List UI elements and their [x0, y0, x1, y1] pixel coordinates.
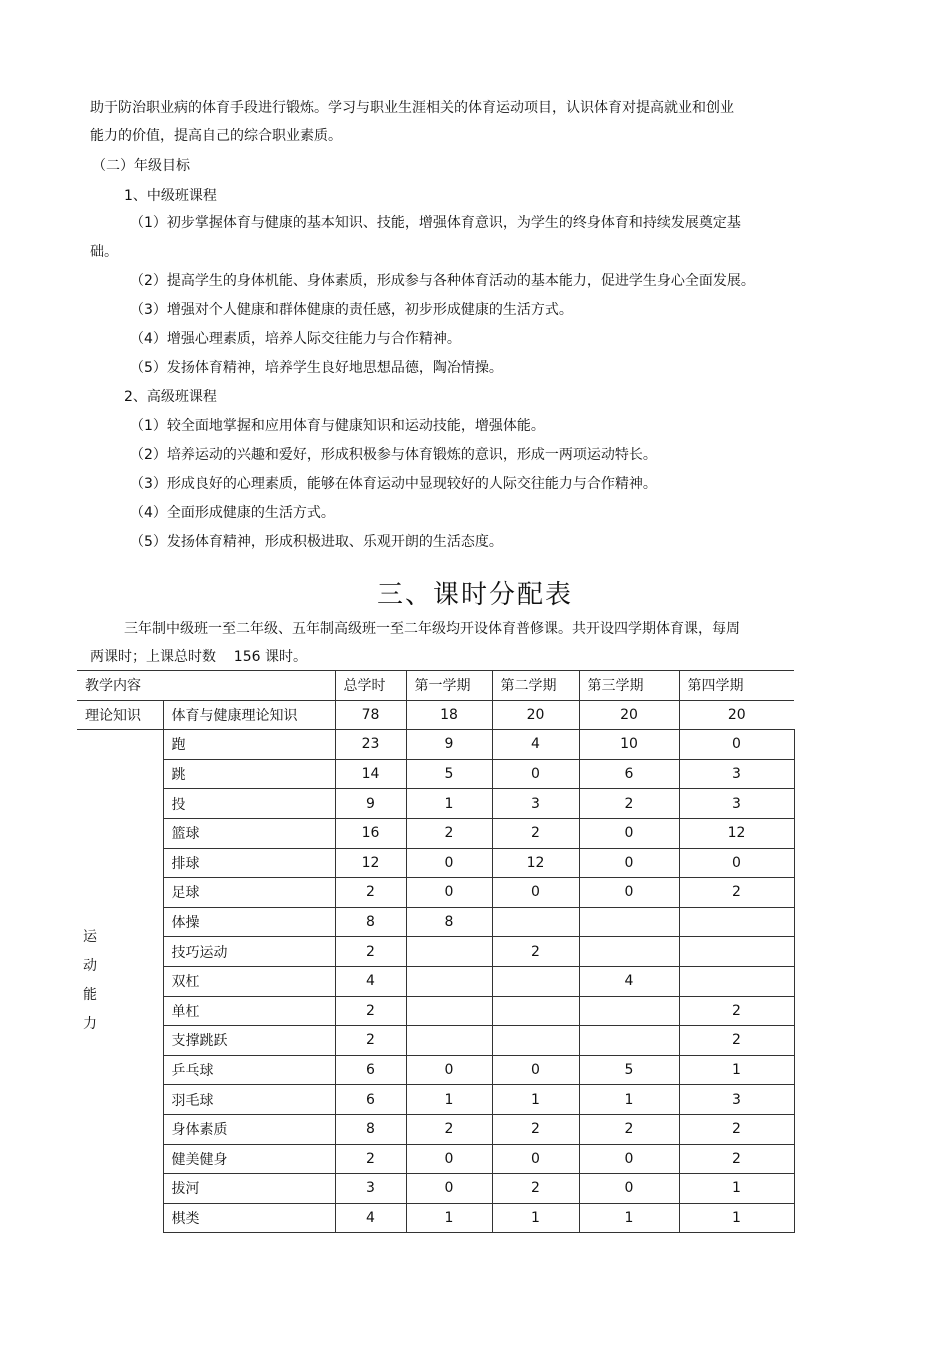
sport-item: 健美健身 [163, 1144, 335, 1174]
intermediate-item: （3）增强对个人健康和群体健康的责任感，初步形成健康的生活方式。 [130, 302, 573, 318]
table-row [77, 848, 794, 878]
sport-semester-2-cell: 4 [492, 730, 579, 760]
theory-total: 78 [335, 700, 406, 730]
header-total-hours: 总学时 [335, 671, 406, 701]
sport-item: 排球 [163, 848, 335, 878]
advanced-item: （1）较全面地掌握和应用体育与健康知识和运动技能，增强体能。 [130, 418, 545, 434]
sport-item: 技巧运动 [163, 937, 335, 967]
intermediate-title: 1、中级班课程 [124, 188, 217, 204]
sport-semester-4-cell: 2 [679, 1026, 794, 1056]
advanced-item: （2）培养运动的兴趣和爱好，形成积极参与体育锻炼的意识，形成一两项运动特长。 [130, 447, 657, 463]
theory-semester-2: 20 [492, 700, 579, 730]
sport-semester-3-cell: 2 [579, 789, 679, 819]
intermediate-item: （4）增强心理素质，培养人际交往能力与合作精神。 [130, 331, 461, 347]
header-semester-4: 第四学期 [679, 671, 794, 701]
sport-semester-2-cell: 2 [492, 818, 579, 848]
sport-semester-2-cell: 1 [492, 1085, 579, 1115]
sport-semester-1-cell: 5 [406, 759, 492, 789]
sport-semester-4-cell: 2 [679, 1144, 794, 1174]
theory-semester-3: 20 [579, 700, 679, 730]
sport-total-cell: 8 [335, 1114, 406, 1144]
sport-semester-1-cell: 0 [406, 1174, 492, 1204]
sport-semester-3-cell: 1 [579, 1085, 679, 1115]
sport-semester-4-cell: 2 [679, 996, 794, 1026]
sport-semester-1-cell [406, 966, 492, 996]
sport-semester-3-cell: 6 [579, 759, 679, 789]
sport-semester-2-cell: 2 [492, 1174, 579, 1204]
sport-semester-2-cell: 1 [492, 1203, 579, 1233]
sport-item: 跑 [163, 730, 335, 760]
table-row [77, 789, 794, 819]
advanced-title: 2、高级班课程 [124, 389, 217, 405]
header-teaching-content: 教学内容 [77, 671, 335, 701]
sports-category-label: 运动能力 [83, 929, 97, 1033]
theory-semester-4: 20 [679, 700, 794, 730]
sport-semester-1-cell: 0 [406, 1055, 492, 1085]
table-header-row [77, 671, 794, 701]
sport-semester-4-cell: 12 [679, 818, 794, 848]
sport-semester-4-cell: 3 [679, 759, 794, 789]
sport-semester-1-cell [406, 1026, 492, 1056]
sport-semester-3-cell: 0 [579, 1144, 679, 1174]
table-row [77, 1174, 794, 1204]
sport-semester-4-cell: 1 [679, 1055, 794, 1085]
table-row [77, 1055, 794, 1085]
sport-semester-2-cell: 0 [492, 878, 579, 908]
sport-semester-4-cell: 3 [679, 789, 794, 819]
sport-total-cell: 9 [335, 789, 406, 819]
hour-allocation-table [77, 670, 795, 1233]
sport-item: 篮球 [163, 818, 335, 848]
sport-semester-2-cell: 12 [492, 848, 579, 878]
sport-semester-2-cell [492, 1026, 579, 1056]
advanced-item: （5）发扬体育精神，形成积极进取、乐观开朗的生活态度。 [130, 534, 503, 550]
sport-item: 足球 [163, 878, 335, 908]
sport-semester-3-cell [579, 907, 679, 937]
sport-total-cell: 3 [335, 1174, 406, 1204]
sport-item: 身体素质 [163, 1114, 335, 1144]
header-semester-2: 第二学期 [492, 671, 579, 701]
sport-semester-1-cell: 0 [406, 878, 492, 908]
sport-total-cell: 6 [335, 1085, 406, 1115]
intro-line-2: 能力的价值，提高自己的综合职业素质。 [90, 128, 342, 144]
sport-semester-3-cell: 0 [579, 1174, 679, 1204]
sport-semester-3-cell: 5 [579, 1055, 679, 1085]
sport-semester-1-cell: 0 [406, 1144, 492, 1174]
sport-semester-2-cell: 3 [492, 789, 579, 819]
sport-semester-1-cell: 2 [406, 1114, 492, 1144]
table-row [77, 878, 794, 908]
sport-item: 体操 [163, 907, 335, 937]
intermediate-item: （1）初步掌握体育与健康的基本知识、技能，增强体育意识，为学生的终身体育和持续发展奠定基 [130, 215, 741, 231]
sport-semester-3-cell [579, 937, 679, 967]
theory-semester-1: 18 [406, 700, 492, 730]
sport-semester-4-cell: 2 [679, 1114, 794, 1144]
sport-semester-1-cell: 1 [406, 789, 492, 819]
sport-semester-4-cell: 3 [679, 1085, 794, 1115]
sport-semester-3-cell [579, 1026, 679, 1056]
sport-semester-2-cell: 0 [492, 1055, 579, 1085]
sport-semester-4-cell: 0 [679, 848, 794, 878]
sport-total-cell: 4 [335, 1203, 406, 1233]
intermediate-item: 础。 [90, 244, 118, 260]
sport-total-cell: 14 [335, 759, 406, 789]
section-desc-line-1: 三年制中级班一至二年级、五年制高级班一至二年级均开设体育普修课。共开设四学期体育课，每周 [124, 621, 740, 637]
table-row [77, 1085, 794, 1115]
sport-item: 跳 [163, 759, 335, 789]
sport-semester-3-cell: 0 [579, 848, 679, 878]
table-row [77, 907, 794, 937]
sport-semester-2-cell [492, 966, 579, 996]
sport-semester-2-cell [492, 996, 579, 1026]
sport-semester-4-cell: 1 [679, 1174, 794, 1204]
table-row [77, 996, 794, 1026]
sport-item: 双杠 [163, 966, 335, 996]
sport-total-cell: 2 [335, 878, 406, 908]
sport-semester-2-cell: 0 [492, 1144, 579, 1174]
sport-semester-4-cell [679, 937, 794, 967]
sport-semester-4-cell: 2 [679, 878, 794, 908]
sport-semester-3-cell: 1 [579, 1203, 679, 1233]
sport-item: 棋类 [163, 1203, 335, 1233]
sport-item: 羽毛球 [163, 1085, 335, 1115]
sport-total-cell: 12 [335, 848, 406, 878]
section-title: 三、课时分配表 [376, 580, 573, 610]
sports-category [77, 730, 163, 1233]
sport-semester-3-cell: 0 [579, 818, 679, 848]
sport-total-cell: 2 [335, 1144, 406, 1174]
intermediate-item: （2）提高学生的身体机能、身体素质，形成参与各种体育活动的基本能力，促进学生身心全面发展。 [130, 273, 755, 289]
sport-semester-4-cell [679, 966, 794, 996]
sport-total-cell: 4 [335, 966, 406, 996]
table-row [77, 818, 794, 848]
sport-semester-4-cell: 0 [679, 730, 794, 760]
sport-semester-3-cell: 10 [579, 730, 679, 760]
intermediate-item: （5）发扬体育精神，培养学生良好地思想品德，陶冶情操。 [130, 360, 503, 376]
grade-goals-heading: （二）年级目标 [92, 158, 190, 174]
header-semester-3: 第三学期 [579, 671, 679, 701]
sport-semester-4-cell: 1 [679, 1203, 794, 1233]
sport-item: 乒乓球 [163, 1055, 335, 1085]
sport-semester-2-cell: 2 [492, 937, 579, 967]
sport-semester-2-cell [492, 907, 579, 937]
sport-item: 单杠 [163, 996, 335, 1026]
sport-semester-3-cell: 4 [579, 966, 679, 996]
sport-total-cell: 16 [335, 818, 406, 848]
sport-semester-1-cell: 1 [406, 1085, 492, 1115]
advanced-item: （3）形成良好的心理素质，能够在体育运动中显现较好的人际交往能力与合作精神。 [130, 476, 657, 492]
table-row [77, 730, 794, 760]
table-row [77, 759, 794, 789]
sport-total-cell: 2 [335, 996, 406, 1026]
intro-line-1: 助于防治职业病的体育手段进行锻炼。学习与职业生涯相关的体育运动项目，认识体育对提高就业和创业 [90, 100, 734, 116]
section-desc-line-2: 两课时；上课总时数 156 课时。 [90, 649, 307, 665]
sport-item: 支撑跳跃 [163, 1026, 335, 1056]
table-row [77, 966, 794, 996]
sport-semester-2-cell: 2 [492, 1114, 579, 1144]
sport-item: 拔河 [163, 1174, 335, 1204]
sport-semester-1-cell: 1 [406, 1203, 492, 1233]
table-row [77, 1144, 794, 1174]
table-row [77, 1203, 794, 1233]
header-semester-1: 第一学期 [406, 671, 492, 701]
sport-semester-1-cell: 9 [406, 730, 492, 760]
sport-semester-1-cell: 0 [406, 848, 492, 878]
sport-total-cell: 2 [335, 1026, 406, 1056]
sport-total-cell: 6 [335, 1055, 406, 1085]
table-row [77, 937, 794, 967]
advanced-item: （4）全面形成健康的生活方式。 [130, 505, 335, 521]
theory-category: 理论知识 [77, 700, 163, 730]
table-row [77, 1114, 794, 1144]
sport-semester-1-cell [406, 937, 492, 967]
sport-semester-1-cell [406, 996, 492, 1026]
table-row-theory [77, 700, 794, 730]
sport-semester-3-cell: 2 [579, 1114, 679, 1144]
sport-total-cell: 8 [335, 907, 406, 937]
sport-semester-4-cell [679, 907, 794, 937]
sport-semester-1-cell: 2 [406, 818, 492, 848]
sport-semester-2-cell: 0 [492, 759, 579, 789]
sport-semester-3-cell [579, 996, 679, 1026]
sport-total-cell: 2 [335, 937, 406, 967]
sport-semester-1-cell: 8 [406, 907, 492, 937]
sport-item: 投 [163, 789, 335, 819]
theory-item: 体育与健康理论知识 [163, 700, 335, 730]
sport-total-cell: 23 [335, 730, 406, 760]
table-row [77, 1026, 794, 1056]
sport-semester-3-cell: 0 [579, 878, 679, 908]
